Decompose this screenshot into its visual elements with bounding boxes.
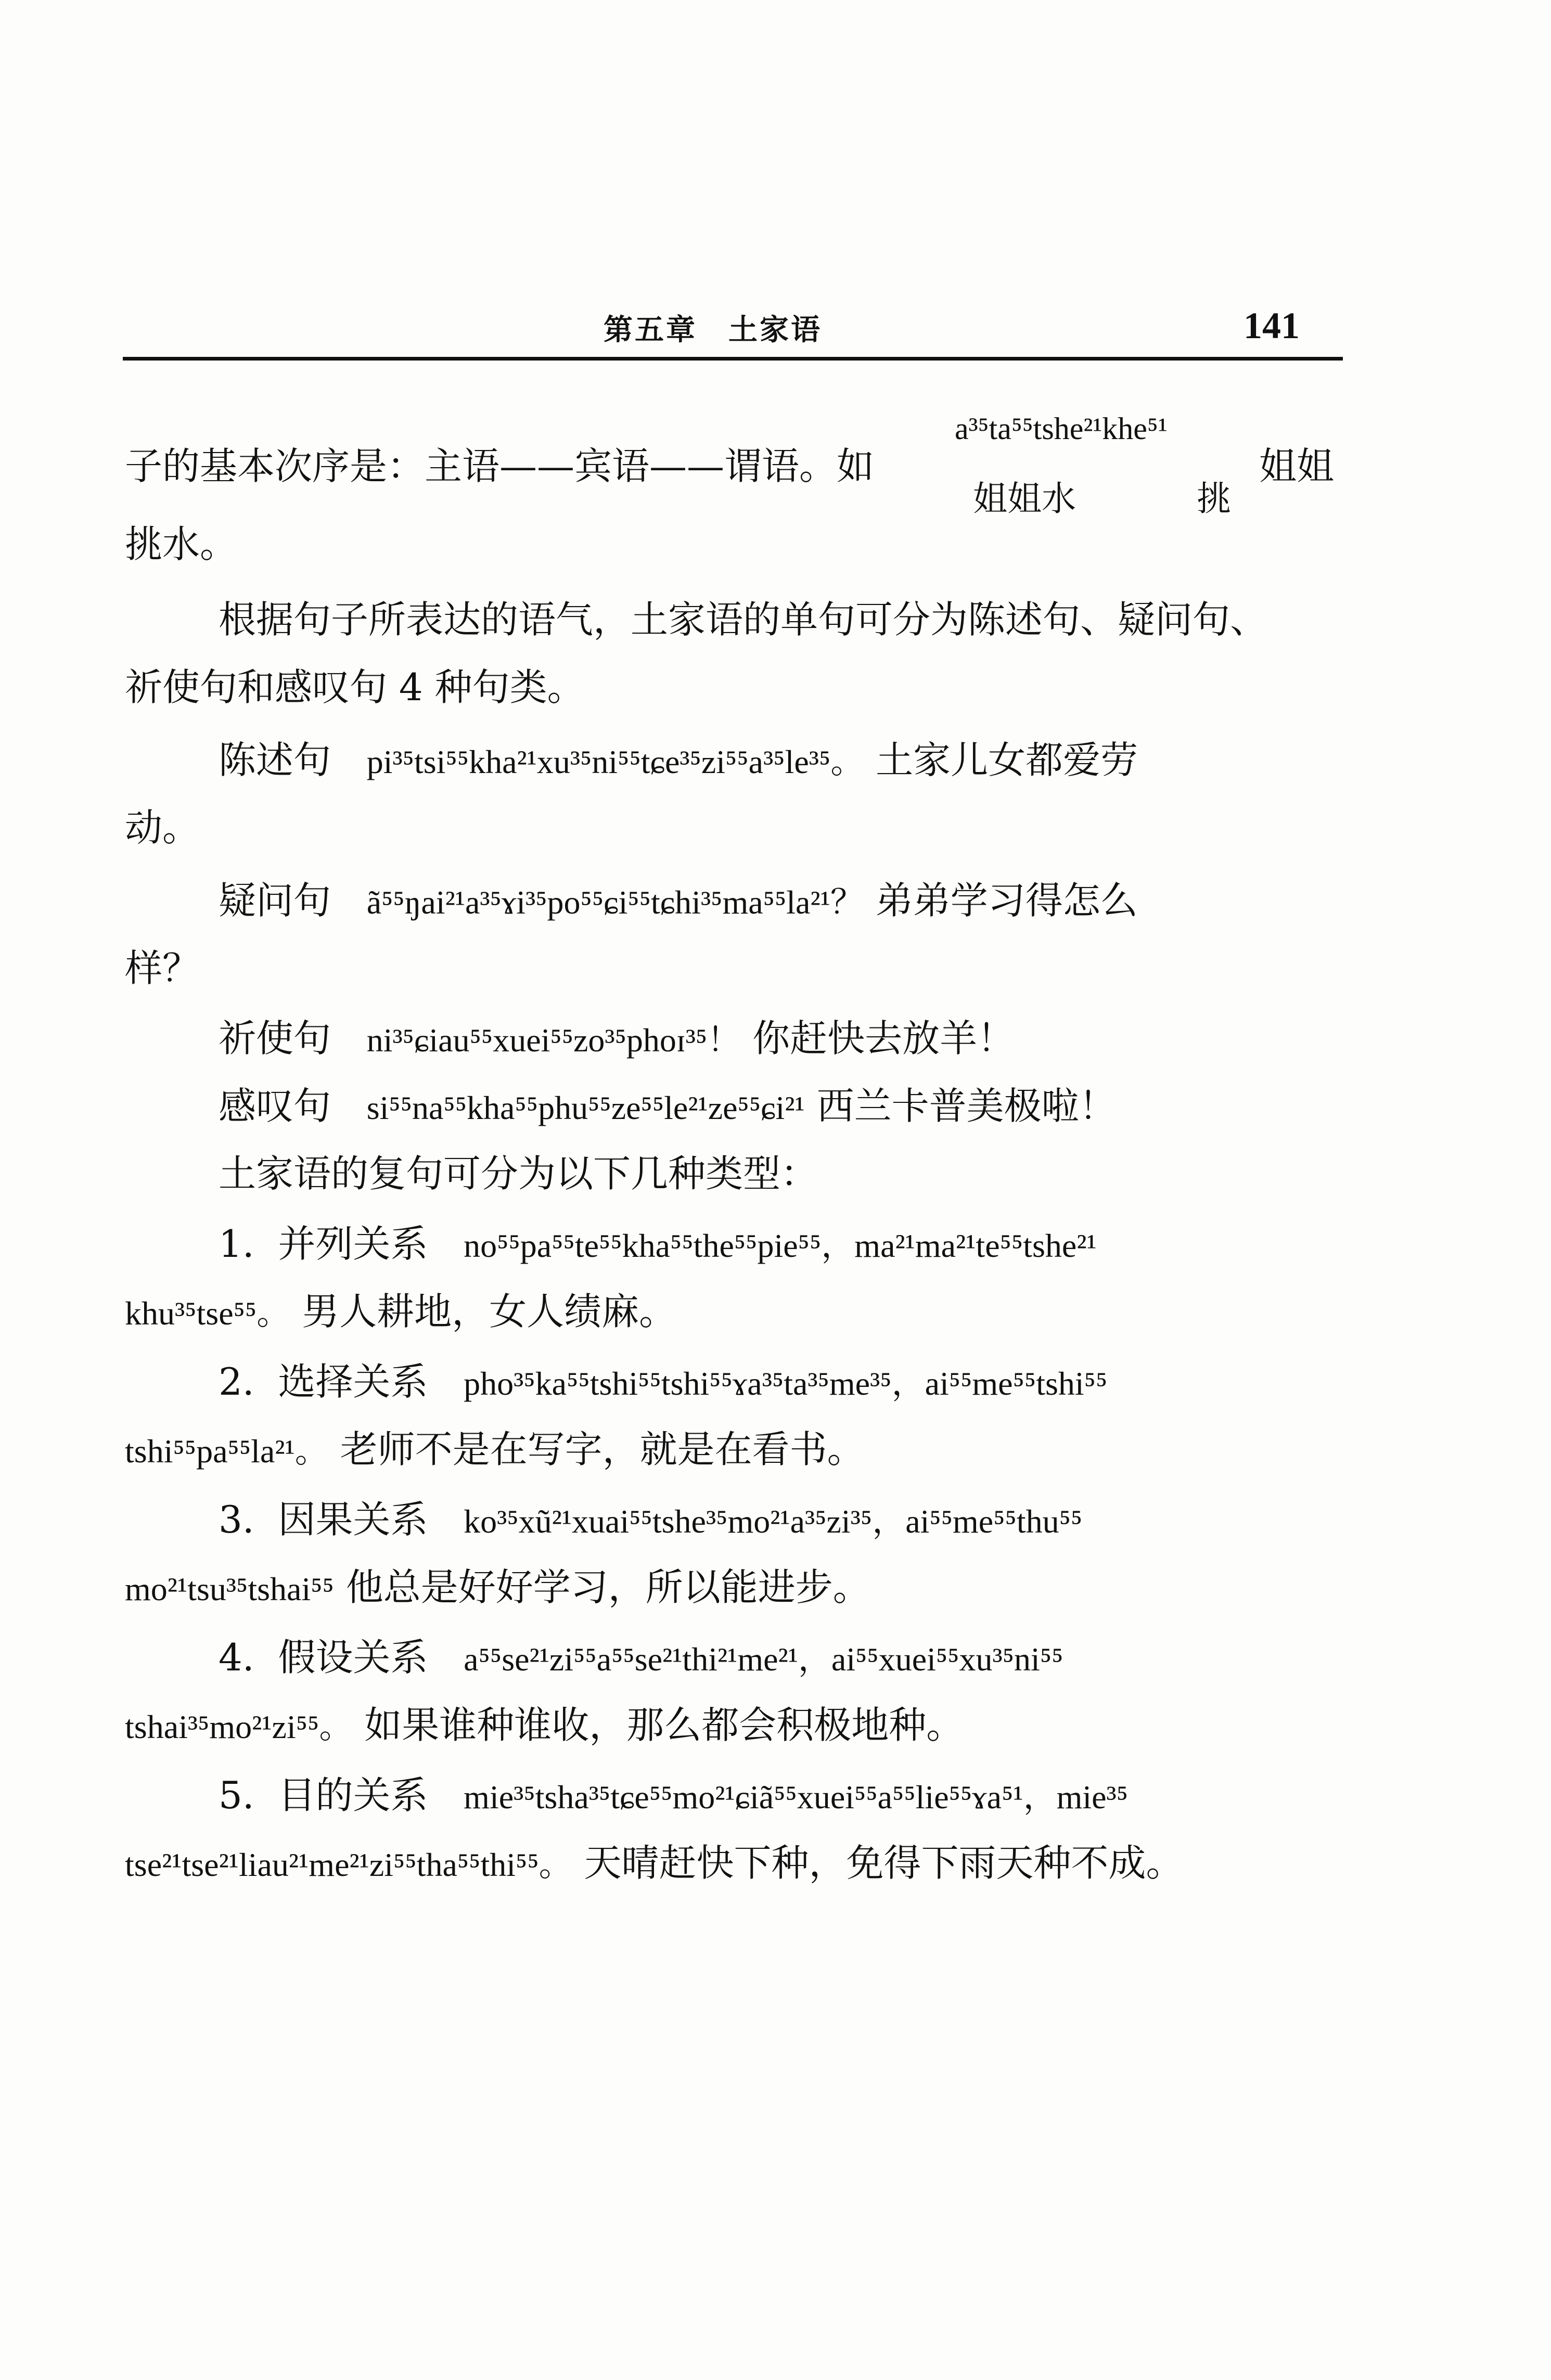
complex-type-1 [219,1222,1097,1266]
item-number: 4. [219,1636,254,1679]
complex-type-1-cont [125,1290,677,1333]
item-translation: 他总是好好学习，所以能进步。 [345,1565,870,1609]
complex-type-2 [219,1360,1108,1404]
item-number: 3. [219,1498,254,1541]
item-ipa: mie³⁵tsha³⁵tɕe⁵⁵mo²¹ɕiã⁵⁵xuei⁵⁵a⁵⁵lie⁵⁵ɤa⁵¹，mie³⁵ [464,1779,1129,1816]
running-header: 第五章 土家语 [604,313,822,347]
item-ipa: pho³⁵ka⁵⁵tshi⁵⁵tshi⁵⁵ɤa³⁵ta³⁵me³⁵，ai⁵⁵me⁵⁵tshi⁵⁵ [464,1365,1108,1402]
complex-type-2-cont [125,1427,865,1471]
page-number: 141 [1244,305,1300,346]
complex-type-5-cont [125,1841,1184,1885]
item-ipa: khu³⁵tse⁵⁵。 [125,1295,290,1332]
example-ipa: si⁵⁵na⁵⁵kha⁵⁵phu⁵⁵ze⁵⁵le²¹ze⁵⁵ɕi²¹ [366,1089,805,1126]
gloss-translation: 挑 [1197,479,1231,519]
example-translation: 土家儿女都爱劳 [876,738,1138,782]
item-label: 选择关系 [278,1360,428,1404]
item-ipa: mo²¹tsu³⁵tshai⁵⁵ [125,1571,334,1607]
paragraph-line: 动。 [125,806,200,850]
complex-type-4 [219,1636,1063,1679]
paragraph-line: 祈使句和感叹句 4 种句类。 [125,665,585,709]
example-label: 祈使句 [219,1017,331,1060]
example-label: 疑问句 [219,879,331,922]
item-label: 并列关系 [278,1222,428,1266]
example-陈述句 [219,738,1138,782]
item-translation: 男人耕地，女人绩麻。 [302,1290,677,1333]
item-ipa: no⁵⁵pa⁵⁵te⁵⁵kha⁵⁵the⁵⁵pie⁵⁵，ma²¹ma²¹te⁵⁵tshe²¹ [464,1227,1097,1264]
item-translation: 老师不是在写字，就是在看书。 [340,1427,865,1471]
example-translation: 弟弟学习得怎么 [875,879,1138,922]
paragraph-line: 姐姐 [1259,444,1335,488]
example-label: 感叹句 [219,1084,331,1128]
example-ipa: ni³⁵ɕiau⁵⁵xuei⁵⁵zo³⁵phoɪ³⁵！ [366,1022,741,1059]
item-ipa: a⁵⁵se²¹zi⁵⁵a⁵⁵se²¹thi²¹me²¹，ai⁵⁵xuei⁵⁵xu³⁵ni⁵⁵ [464,1641,1063,1678]
paragraph-line: 根据句子所表达的语气，土家语的单句可分为陈述句、疑问句、 [219,598,1268,641]
item-number: 1. [219,1222,254,1266]
complex-type-3-cont [125,1565,870,1609]
complex-type-4-cont [125,1703,964,1747]
item-ipa: tshai³⁵mo²¹zi⁵⁵。 [125,1708,353,1745]
paragraph-line: 样？ [125,946,200,990]
paragraph-line: 子的基本次序是：主语——宾语——谓语。如 [125,444,875,488]
example-祈使句 [219,1017,1015,1060]
item-ipa: tshi⁵⁵pa⁵⁵la²¹。 [125,1433,328,1470]
item-label: 目的关系 [278,1773,428,1817]
paragraph-line: 挑水。 [125,522,238,566]
item-number: 2. [219,1360,254,1404]
paragraph-line: 土家语的复句可分为以下几种类型： [219,1152,818,1195]
example-感叹句 [219,1084,1117,1128]
item-ipa: ko³⁵xũ²¹xuai⁵⁵tshe³⁵mo²¹a³⁵zi³⁵，ai⁵⁵me⁵⁵thu⁵⁵ [464,1503,1083,1540]
item-label: 因果关系 [278,1498,428,1541]
gloss-translation: 姐姐水 [973,479,1076,519]
example-translation: 你赶快去放羊！ [752,1017,1015,1060]
gloss-ipa: a³⁵ta⁵⁵tshe²¹khe⁵¹ [955,411,1168,446]
example-ipa: pi³⁵tsi⁵⁵kha²¹xu³⁵ni⁵⁵tɕe³⁵zi⁵⁵a³⁵le³⁵。 [366,743,864,780]
item-translation: 天晴赶快下种，免得下雨天种不成。 [584,1841,1184,1885]
example-疑问句 [219,879,1138,922]
item-label: 假设关系 [278,1636,428,1679]
example-ipa: ã⁵⁵ŋai²¹a³⁵ɤi³⁵po⁵⁵ɕi⁵⁵tɕhi³⁵ma⁵⁵la²¹？ [366,884,864,921]
header-rule [123,357,1343,361]
item-ipa: tse²¹tse²¹liau²¹me²¹zi⁵⁵tha⁵⁵thi⁵⁵。 [125,1846,572,1883]
example-label: 陈述句 [219,738,331,782]
complex-type-5 [219,1773,1129,1817]
item-translation: 如果谁种谁收，那么都会积极地种。 [364,1703,964,1747]
example-translation: 西兰卡普美极啦！ [816,1084,1117,1128]
item-number: 5. [219,1773,254,1817]
complex-type-3 [219,1498,1083,1541]
